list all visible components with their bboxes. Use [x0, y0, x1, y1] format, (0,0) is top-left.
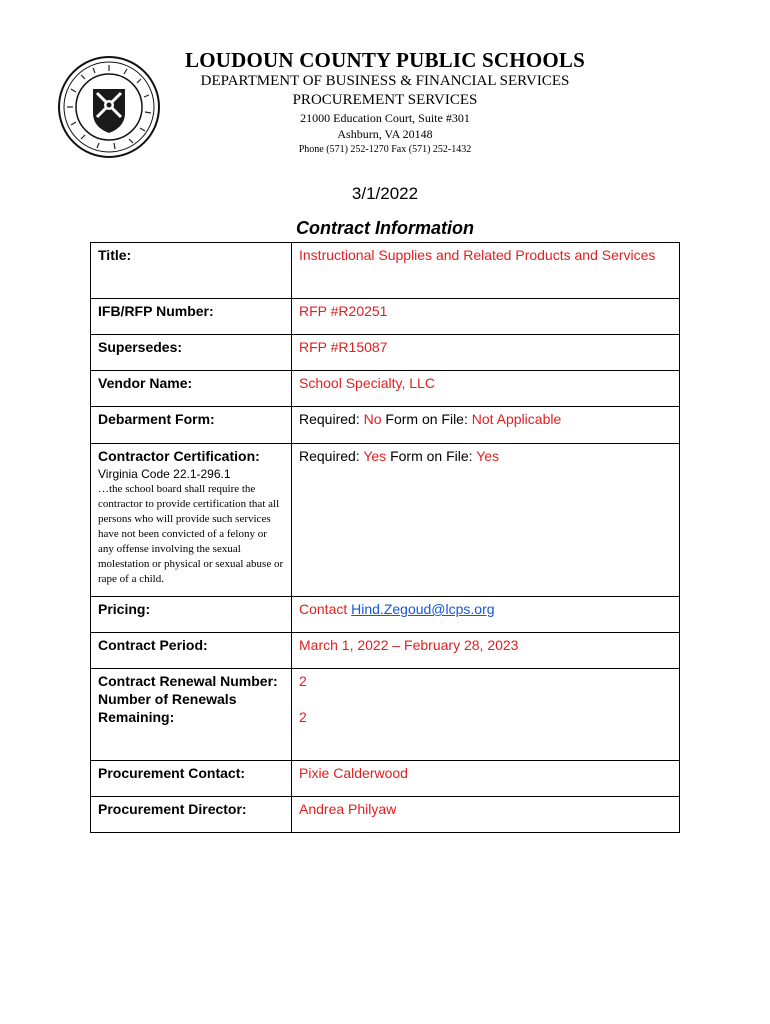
debarment-required-label: Required: — [299, 411, 360, 427]
virginia-code: Virginia Code 22.1-296.1 — [98, 467, 231, 481]
ifb-rfp-label: IFB/RFP Number: — [91, 299, 292, 335]
vendor-value: School Specialty, LLC — [292, 371, 680, 407]
letterhead — [150, 48, 620, 157]
certification-on-file-label: Form on File: — [390, 448, 473, 464]
table-row — [91, 243, 680, 299]
organization-name: LOUDOUN COUNTY PUBLIC SCHOOLS — [185, 48, 585, 72]
renewal-values — [292, 669, 680, 761]
certification-on-file-value: Yes — [476, 448, 500, 464]
pricing-label: Pricing: — [91, 597, 292, 633]
county-seal-logo — [57, 55, 161, 159]
title-label: Title: — [91, 243, 292, 299]
supersedes-value: RFP #R15087 — [292, 335, 680, 371]
contract-period-value: March 1, 2022 – February 28, 2023 — [292, 633, 680, 669]
address-line-1: 21000 Education Court, Suite #301 — [300, 111, 470, 125]
pricing-value — [292, 597, 680, 633]
debarment-on-file-value: Not Applicable — [471, 411, 562, 427]
renewal-number-value: 2 — [299, 673, 307, 689]
procurement-director-value: Andrea Philyaw — [292, 797, 680, 833]
procurement-contact-value: Pixie Calderwood — [292, 761, 680, 797]
renewals-remaining-label: Number of Renewals Remaining: — [98, 691, 237, 725]
certification-value — [292, 444, 680, 597]
pricing-email-link[interactable]: Hind.Zegoud@lcps.org — [351, 601, 495, 617]
table-row — [91, 597, 680, 633]
department-name: DEPARTMENT OF BUSINESS & FINANCIAL SERVICES — [200, 73, 570, 89]
certification-required-value: Yes — [363, 448, 387, 464]
procurement-director-label: Procurement Director: — [91, 797, 292, 833]
document-date: 3/1/2022 — [351, 184, 419, 203]
table-row — [91, 761, 680, 797]
debarment-on-file-label: Form on File: — [385, 411, 468, 427]
certification-text: …the school board shall require the contractor to provide certification that all persons who will provide such services have not been convicted of a felony or any offense involving the sexual molestation or physical or sexual abuse or rape of a child. — [98, 483, 284, 585]
title-value: Instructional Supplies and Related Products and Services — [292, 243, 680, 299]
renewal-labels — [91, 669, 292, 761]
table-row — [91, 371, 680, 407]
debarment-value — [292, 407, 680, 444]
table-row — [91, 299, 680, 335]
supersedes-label: Supersedes: — [91, 335, 292, 371]
contract-period-label: Contract Period: — [91, 633, 292, 669]
renewals-remaining-value: 2 — [299, 709, 307, 725]
renewal-number-label: Contract Renewal Number: — [98, 673, 278, 689]
phone-fax: Phone (571) 252-1270 Fax (571) 252-1432 — [298, 144, 472, 155]
procurement-contact-label: Procurement Contact: — [91, 761, 292, 797]
table-row — [91, 407, 680, 444]
contract-info-table — [90, 242, 680, 833]
table-row — [91, 633, 680, 669]
debarment-label: Debarment Form: — [91, 407, 292, 444]
table-row — [91, 444, 680, 597]
address-line-2: Ashburn, VA 20148 — [337, 127, 433, 141]
document-heading: Contract Information — [296, 218, 474, 238]
table-row — [91, 797, 680, 833]
table-row — [91, 335, 680, 371]
ifb-rfp-value: RFP #R20251 — [292, 299, 680, 335]
table-row — [91, 669, 680, 761]
vendor-label: Vendor Name: — [91, 371, 292, 407]
certification-cell — [91, 444, 292, 597]
debarment-required-value: No — [363, 411, 382, 427]
certification-label: Contractor Certification: — [98, 448, 260, 464]
division-name: PROCUREMENT SERVICES — [292, 92, 478, 108]
certification-required-label: Required: — [299, 448, 360, 464]
pricing-contact-word: Contact — [299, 601, 348, 617]
